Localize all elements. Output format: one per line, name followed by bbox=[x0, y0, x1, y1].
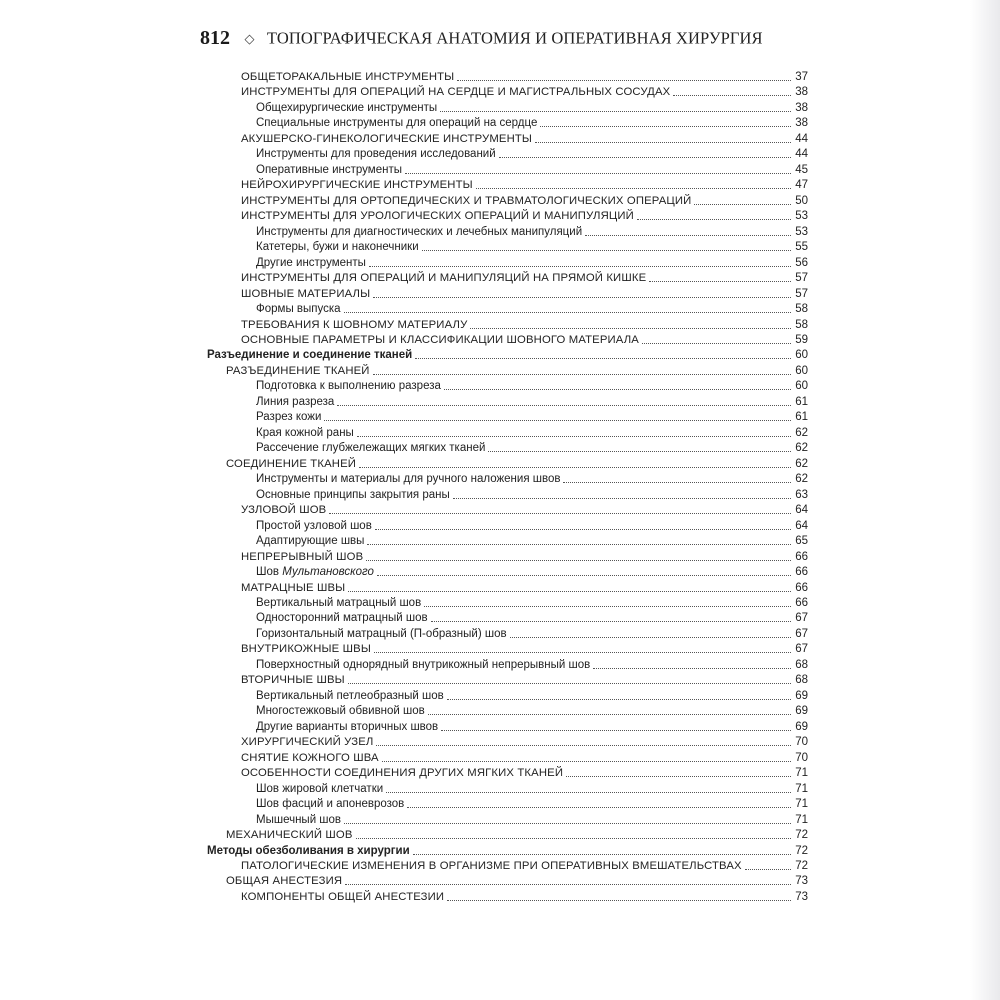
toc-entry-title: НЕПРЕРЫВНЫЙ ШОВ bbox=[241, 550, 364, 563]
dot-leader bbox=[453, 498, 791, 499]
toc-entry-title: Инструменты для проведения исследований bbox=[256, 148, 496, 161]
dot-leader bbox=[499, 157, 791, 158]
toc-entry-title: ИНСТРУМЕНТЫ ДЛЯ ОПЕРАЦИЙ НА СЕРДЦЕ И МАГИСТРАЛЬНЫХ СОСУДАХ bbox=[241, 86, 671, 99]
toc-entry-page: 70 bbox=[795, 751, 808, 764]
diamond-separator-icon: ◇ bbox=[244, 30, 255, 46]
toc-entry-page: 53 bbox=[795, 225, 808, 238]
dot-leader bbox=[447, 900, 791, 901]
toc-entry-title: Инструменты для диагностических и лечебных манипуляций bbox=[256, 225, 583, 238]
dot-leader bbox=[367, 544, 791, 545]
dot-leader bbox=[510, 637, 791, 638]
toc-entry-page: 53 bbox=[795, 210, 808, 223]
dot-leader bbox=[324, 420, 791, 421]
dot-leader bbox=[585, 235, 791, 236]
toc-entry-title: МЕХАНИЧЕСКИЙ ШОВ bbox=[226, 829, 353, 842]
toc-entry-page: 62 bbox=[795, 457, 808, 470]
toc-entry bbox=[256, 594, 808, 610]
dot-leader bbox=[377, 575, 791, 576]
dot-leader bbox=[407, 807, 791, 808]
dot-leader bbox=[642, 343, 791, 344]
toc-entry bbox=[241, 331, 808, 347]
toc-entry-title: Другие варианты вторичных швов bbox=[256, 720, 439, 733]
toc-entry-page: 59 bbox=[795, 333, 808, 346]
toc-entry bbox=[207, 346, 808, 362]
dot-leader bbox=[374, 652, 791, 653]
toc-entry-title: МАТРАЦНЫЕ ШВЫ bbox=[241, 581, 346, 594]
toc-entry bbox=[256, 99, 808, 115]
toc-entry bbox=[256, 223, 808, 239]
dot-leader bbox=[348, 683, 791, 684]
toc-entry-page: 65 bbox=[795, 535, 808, 548]
toc-entry-page: 70 bbox=[795, 736, 808, 749]
toc-entry bbox=[241, 733, 808, 749]
toc-entry-title: Односторонний матрацный шов bbox=[256, 612, 428, 625]
toc-entry-title: ВНУТРИКОЖНЫЕ ШВЫ bbox=[241, 643, 371, 656]
toc-entry bbox=[256, 687, 808, 703]
dot-leader bbox=[373, 297, 791, 298]
dot-leader bbox=[382, 761, 791, 762]
dot-leader bbox=[356, 838, 791, 839]
toc-entry bbox=[241, 749, 808, 765]
toc-entry bbox=[241, 579, 808, 595]
dot-leader bbox=[422, 250, 791, 251]
dot-leader bbox=[348, 591, 791, 592]
toc-entry bbox=[256, 811, 808, 827]
toc-entry-title: УЗЛОВОЙ ШОВ bbox=[241, 504, 327, 517]
toc-entry-page: 38 bbox=[795, 117, 808, 130]
toc-entry bbox=[241, 764, 808, 780]
dot-leader bbox=[329, 513, 791, 514]
toc-entry bbox=[256, 145, 808, 161]
toc-entry-title: Другие инструменты bbox=[256, 256, 366, 269]
toc-entry-page: 57 bbox=[795, 272, 808, 285]
toc-entry-title: Шов Мультановского bbox=[256, 566, 374, 579]
running-header bbox=[200, 27, 763, 57]
toc-entry-title: Разъединение и соединение тканей bbox=[207, 349, 413, 362]
dot-leader bbox=[386, 792, 791, 793]
toc-entry-page: 66 bbox=[795, 550, 808, 563]
toc-entry-title: ШОВНЫЕ МАТЕРИАЛЫ bbox=[241, 287, 371, 300]
toc-entry-title: Специальные инструменты для операций на сердце bbox=[256, 117, 538, 130]
toc-entry bbox=[241, 671, 808, 687]
dot-leader bbox=[344, 823, 791, 824]
toc-entry bbox=[256, 780, 808, 796]
toc-entry-page: 60 bbox=[795, 380, 808, 393]
toc-entry bbox=[256, 408, 808, 424]
toc-entry-title: ХИРУРГИЧЕСКИЙ УЗЕЛ bbox=[241, 736, 374, 749]
toc-entry-page: 44 bbox=[795, 148, 808, 161]
toc-entry-page: 71 bbox=[795, 767, 808, 780]
toc-entry bbox=[241, 176, 808, 192]
dot-leader bbox=[488, 451, 791, 452]
toc-entry bbox=[241, 130, 808, 146]
toc-entry bbox=[241, 888, 808, 904]
toc-entry-title: ОБЩЕТОРАКАЛЬНЫЕ ИНСТРУМЕНТЫ bbox=[241, 71, 455, 83]
toc-entry-title: Общехирургические инструменты bbox=[256, 101, 438, 114]
toc-entry bbox=[256, 161, 808, 177]
toc-entry-page: 66 bbox=[795, 566, 808, 579]
dot-leader bbox=[366, 560, 791, 561]
dot-leader bbox=[375, 529, 791, 530]
page-number: 812 bbox=[200, 27, 230, 49]
toc-entry-page: 37 bbox=[795, 71, 808, 83]
toc-entry-title: Адаптирующие швы bbox=[256, 535, 365, 548]
dot-leader bbox=[424, 606, 791, 607]
toc-entry-title: ИНСТРУМЕНТЫ ДЛЯ ОПЕРАЦИЙ И МАНИПУЛЯЦИЙ НА ПРЯМОЙ КИШКЕ bbox=[241, 272, 647, 285]
dot-leader bbox=[593, 668, 791, 669]
dot-leader bbox=[444, 389, 791, 390]
toc-entry-page: 73 bbox=[795, 890, 808, 903]
toc-entry bbox=[241, 68, 808, 84]
toc-entry-title: Оперативные инструменты bbox=[256, 163, 402, 176]
toc-entry-page: 58 bbox=[795, 303, 808, 316]
toc-entry-page: 57 bbox=[795, 287, 808, 300]
toc-entry bbox=[241, 207, 808, 223]
toc-entry-page: 68 bbox=[795, 674, 808, 687]
toc-entry bbox=[241, 316, 808, 332]
toc-entry-title: Многостежковый обвивной шов bbox=[256, 705, 425, 718]
dot-leader bbox=[357, 436, 791, 437]
dot-leader bbox=[431, 621, 791, 622]
toc-entry-page: 60 bbox=[795, 349, 808, 362]
toc-entry bbox=[256, 702, 808, 718]
dot-leader bbox=[337, 405, 791, 406]
toc-entry-title: Подготовка к выполнению разреза bbox=[256, 380, 441, 393]
toc-entry bbox=[256, 563, 808, 579]
toc-entry-page: 38 bbox=[795, 86, 808, 99]
toc-entry-page: 61 bbox=[795, 395, 808, 408]
toc-entry-page: 72 bbox=[795, 859, 808, 872]
toc-entry bbox=[256, 393, 808, 409]
dot-leader bbox=[428, 714, 791, 715]
toc-entry-page: 62 bbox=[795, 473, 808, 486]
dot-leader bbox=[413, 854, 791, 855]
toc-entry-page: 71 bbox=[795, 782, 808, 795]
toc-entry bbox=[226, 826, 808, 842]
toc-entry-title: ИНСТРУМЕНТЫ ДЛЯ УРОЛОГИЧЕСКИХ ОПЕРАЦИЙ И МАНИПУЛЯЦИЙ bbox=[241, 210, 634, 223]
toc-entry-title: СНЯТИЕ КОЖНОГО ШВА bbox=[241, 751, 379, 764]
toc-entry-page: 44 bbox=[795, 132, 808, 145]
dot-leader bbox=[373, 374, 791, 375]
toc-entry-title: Мышечный шов bbox=[256, 813, 342, 826]
toc-entry-page: 61 bbox=[795, 411, 808, 424]
toc-entry-page: 64 bbox=[795, 504, 808, 517]
dot-leader bbox=[745, 869, 791, 870]
toc-entry-title: КОМПОНЕНТЫ ОБЩЕЙ АНЕСТЕЗИИ bbox=[241, 890, 445, 903]
toc-entry-page: 69 bbox=[795, 705, 808, 718]
toc-entry-page: 63 bbox=[795, 488, 808, 501]
dot-leader bbox=[540, 126, 791, 127]
toc-entry bbox=[256, 114, 808, 130]
toc-entry-title: ИНСТРУМЕНТЫ ДЛЯ ОРТОПЕДИЧЕСКИХ И ТРАВМАТОЛОГИЧЕСКИХ ОПЕРАЦИЙ bbox=[241, 194, 692, 207]
toc-entry bbox=[256, 470, 808, 486]
toc-entry-page: 56 bbox=[795, 256, 808, 269]
dot-leader bbox=[637, 219, 791, 220]
toc-entry-page: 69 bbox=[795, 720, 808, 733]
toc-entry-title: Поверхностный однорядный внутрикожный непрерывный шов bbox=[256, 658, 591, 671]
toc-entry-title: ВТОРИЧНЫЕ ШВЫ bbox=[241, 674, 345, 687]
toc-entry-page: 45 bbox=[795, 163, 808, 176]
toc-entry-title: СОЕДИНЕНИЕ ТКАНЕЙ bbox=[226, 457, 357, 470]
toc-entry bbox=[241, 501, 808, 517]
toc-entry bbox=[226, 362, 808, 378]
toc-entry-title: ОСОБЕННОСТИ СОЕДИНЕНИЯ ДРУГИХ МЯГКИХ ТКАНЕЙ bbox=[241, 767, 564, 780]
dot-leader bbox=[344, 312, 791, 313]
toc-entry-page: 66 bbox=[795, 596, 808, 609]
toc-entry-page: 66 bbox=[795, 581, 808, 594]
toc-entry bbox=[256, 625, 808, 641]
toc-entry-page: 62 bbox=[795, 426, 808, 439]
dot-leader bbox=[369, 266, 791, 267]
toc-entry-title: ОСНОВНЫЕ ПАРАМЕТРЫ И КЛАССИФИКАЦИИ ШОВНОГО МАТЕРИАЛА bbox=[241, 333, 639, 346]
dot-leader bbox=[535, 142, 791, 143]
toc-entry-title: Простой узловой шов bbox=[256, 519, 372, 532]
toc-entry-page: 64 bbox=[795, 519, 808, 532]
dot-leader bbox=[447, 699, 791, 700]
toc-entry bbox=[241, 192, 808, 208]
toc-entry bbox=[241, 640, 808, 656]
toc-entry-page: 72 bbox=[795, 844, 808, 857]
toc-entry-title: Вертикальный петлеобразный шов bbox=[256, 689, 444, 702]
toc-entry bbox=[241, 285, 808, 301]
toc-entry-page: 67 bbox=[795, 643, 808, 656]
toc-entry-page: 69 bbox=[795, 689, 808, 702]
dot-leader bbox=[694, 204, 791, 205]
toc-entry-page: 60 bbox=[795, 364, 808, 377]
toc-entry-title: Рассечение глубжележащих мягких тканей bbox=[256, 442, 486, 455]
toc-entry bbox=[256, 795, 808, 811]
dot-leader bbox=[440, 111, 791, 112]
toc-entry bbox=[256, 238, 808, 254]
toc-entry-title: Катетеры, бужи и наконечники bbox=[256, 241, 419, 254]
toc-entry bbox=[226, 455, 808, 471]
toc-entry-page: 71 bbox=[795, 798, 808, 811]
toc-entry-title: Линия разреза bbox=[256, 395, 335, 408]
toc-entry-title: Горизонтальный матрацный (П-образный) шов bbox=[256, 627, 507, 640]
toc-entry-page: 67 bbox=[795, 627, 808, 640]
dot-leader bbox=[345, 884, 791, 885]
toc-entry-title: ПАТОЛОГИЧЕСКИЕ ИЗМЕНЕНИЯ В ОРГАНИЗМЕ ПРИ ОПЕРАТИВНЫХ ВМЕШАТЕЛЬСТВАХ bbox=[241, 859, 742, 872]
toc-entry-title: Вертикальный матрацный шов bbox=[256, 596, 422, 609]
toc-entry bbox=[256, 718, 808, 734]
toc-entry bbox=[241, 548, 808, 564]
toc-entry-title: Разрез кожи bbox=[256, 411, 322, 424]
dot-leader bbox=[359, 467, 791, 468]
dot-leader bbox=[470, 328, 791, 329]
toc-entry-title: ОБЩАЯ АНЕСТЕЗИЯ bbox=[226, 875, 343, 888]
toc-entry-page: 38 bbox=[795, 101, 808, 114]
toc-entry-page: 47 bbox=[795, 179, 808, 192]
toc-entry-title: НЕЙРОХИРУРГИЧЕСКИЕ ИНСТРУМЕНТЫ bbox=[241, 179, 473, 192]
book-title: ТОПОГРАФИЧЕСКАЯ АНАТОМИЯ И ОПЕРАТИВНАЯ ХИРУРГИЯ bbox=[266, 28, 763, 48]
toc-entry-page: 62 bbox=[795, 442, 808, 455]
toc-entry-page: 67 bbox=[795, 612, 808, 625]
toc-entry bbox=[256, 424, 808, 440]
toc-entry-page: 68 bbox=[795, 658, 808, 671]
toc-entry bbox=[207, 842, 808, 858]
toc-entry-title: ТРЕБОВАНИЯ К ШОВНОМУ МАТЕРИАЛУ bbox=[241, 318, 468, 331]
toc-entry-page: 58 bbox=[795, 318, 808, 331]
toc-entry bbox=[241, 269, 808, 285]
toc-entry-page: 50 bbox=[795, 194, 808, 207]
toc-entry-title: Методы обезболивания в хирургии bbox=[207, 844, 410, 857]
toc-entry-title: Шов жировой клетчатки bbox=[256, 782, 384, 795]
toc-entry bbox=[256, 656, 808, 672]
dot-leader bbox=[405, 173, 791, 174]
toc-entry bbox=[256, 609, 808, 625]
dot-leader bbox=[649, 281, 791, 282]
dot-leader bbox=[563, 482, 791, 483]
toc-entry bbox=[256, 439, 808, 455]
toc-entry-page: 71 bbox=[795, 813, 808, 826]
dot-leader bbox=[476, 188, 791, 189]
toc-entry bbox=[256, 300, 808, 316]
dot-leader bbox=[673, 95, 791, 96]
toc-entry-title: Края кожной раны bbox=[256, 426, 354, 439]
dot-leader bbox=[415, 358, 791, 359]
toc-entry bbox=[241, 83, 808, 99]
dot-leader bbox=[376, 745, 791, 746]
toc-entry-page: 72 bbox=[795, 829, 808, 842]
toc-entry bbox=[256, 254, 808, 270]
toc-entry-page: 73 bbox=[795, 875, 808, 888]
page-edge-shadow bbox=[970, 0, 1000, 1000]
toc-entry bbox=[241, 857, 808, 873]
toc-entry bbox=[256, 377, 808, 393]
toc-entry bbox=[226, 872, 808, 888]
dot-leader bbox=[566, 776, 791, 777]
dot-leader bbox=[457, 80, 791, 81]
toc-entry-title: Формы выпуска bbox=[256, 303, 341, 316]
toc-entry-title: АКУШЕРСКО-ГИНЕКОЛОГИЧЕСКИЕ ИНСТРУМЕНТЫ bbox=[241, 132, 533, 145]
dot-leader bbox=[441, 730, 791, 731]
toc-entry bbox=[256, 486, 808, 502]
toc-entry-title: Инструменты и материалы для ручного наложения швов bbox=[256, 473, 561, 486]
toc-entry-title: Основные принципы закрытия раны bbox=[256, 488, 450, 501]
toc-entry-title: РАЗЪЕДИНЕНИЕ ТКАНЕЙ bbox=[226, 364, 370, 377]
toc-entry-title: Шов фасций и апоневрозов bbox=[256, 798, 405, 811]
toc-entry bbox=[256, 517, 808, 533]
toc-entry bbox=[256, 532, 808, 548]
toc-entry-page: 55 bbox=[795, 241, 808, 254]
